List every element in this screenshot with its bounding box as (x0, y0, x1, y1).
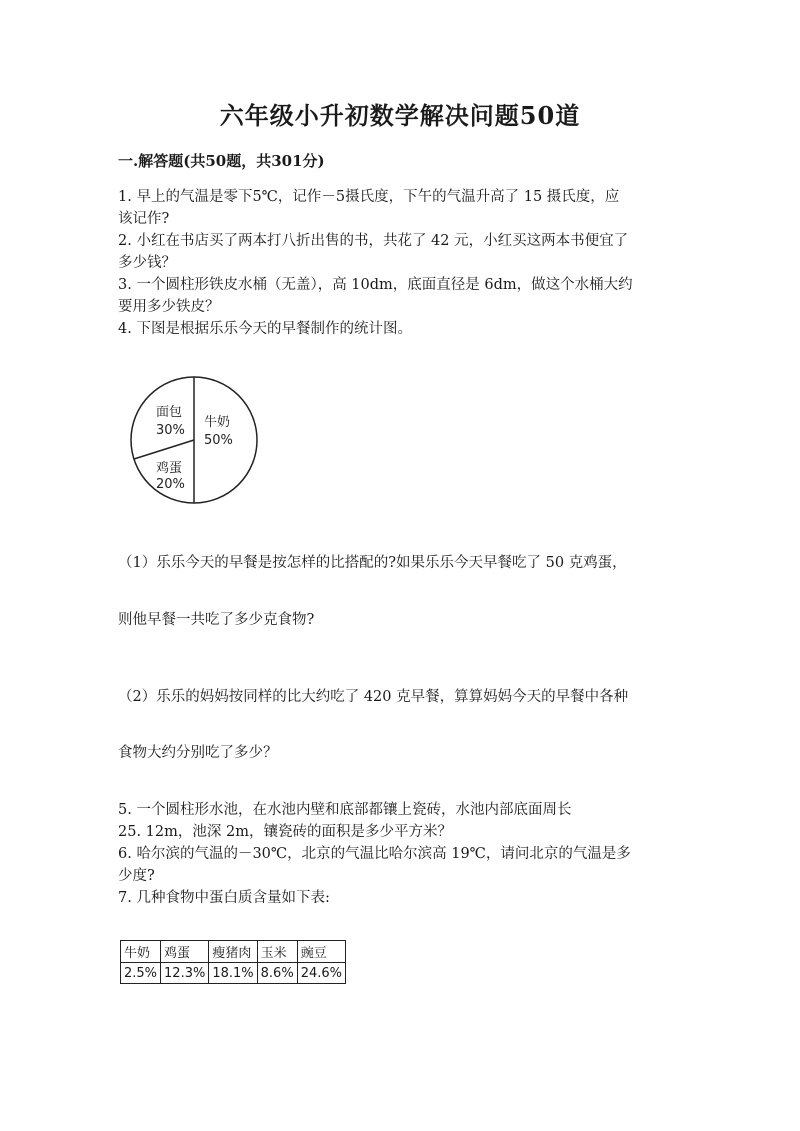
question-3-line-2: 要用多少铁皮？ (118, 299, 220, 315)
question-7-intro: 7. 几种食物中蛋白质含量如下表: (118, 890, 330, 906)
table-header-cell: 豌豆 (297, 941, 345, 963)
question-6-line-1: 6. 哈尔滨的气温的－30℃，北京的气温比哈尔滨高 19℃，请问北京的气温是多 (118, 846, 631, 862)
section-title: 一.解答题(共50题，共301分) (118, 152, 325, 170)
protein-table (120, 940, 346, 984)
question-4-part2-line-2: 食物大约分别吃了多少？ (118, 745, 278, 761)
question-2-line-1: 2. 小红在书店买了两本打八折出售的书，共花了 42 元，小红买这两本书便宜了 (118, 233, 629, 249)
question-4-part1-line-2: 则他早餐一共吃了多少克食物? (118, 612, 315, 628)
question-5-line-1: 5. 一个圆柱形水池，在水池内壁和底部都镶上瓷砖，水池内部底面周长 (118, 802, 572, 818)
breakfast-pie-chart (128, 374, 268, 506)
table-header-cell: 牛奶 (121, 941, 161, 963)
slice-bread-name: 面包 (156, 405, 183, 420)
question-1-line-2: 该记作? (118, 211, 170, 227)
table-header-cell: 玉米 (257, 941, 297, 963)
table-cell: 12.3% (161, 963, 209, 984)
question-6-line-2: 少度? (118, 868, 155, 884)
table-cell: 2.5% (121, 963, 161, 984)
question-5-line-2: 25. 12m，池深 2m，镶瓷砖的面积是多少平方米？ (118, 824, 452, 840)
slice-milk-name: 牛奶 (204, 415, 231, 430)
question-2-line-2: 多少钱？ (118, 255, 176, 271)
slice-egg-name: 鸡蛋 (156, 461, 183, 476)
slice-milk-pct: 50% (204, 433, 233, 448)
table-header-cell: 鸡蛋 (161, 941, 209, 963)
question-4-part2-line-1: （2）乐乐的妈妈按同样的比大约吃了 420 克早餐，算算妈妈今天的早餐中各种 (118, 689, 629, 705)
question-3-line-1: 3. 一个圆柱形铁皮水桶（无盖），高 10dm，底面直径是 6dm，做这个水桶大约 (118, 277, 633, 293)
page-title: 六年级小升初数学解决问题50道 (219, 101, 581, 130)
table-cell: 24.6% (297, 963, 345, 984)
question-4-part1-line-1: （1）乐乐今天的早餐是按怎样的比搭配的?如果乐乐今天早餐吃了 50 克鸡蛋， (118, 555, 627, 571)
question-4-intro: 4. 下图是根据乐乐今天的早餐制作的统计图。 (118, 321, 412, 337)
table-header-cell: 瘦猪肉 (209, 941, 257, 963)
question-1-line-1: 1. 早上的气温是零下5℃，记作－5摄氏度，下午的气温升高了 15 摄氏度，应 (118, 189, 620, 205)
table-cell: 18.1% (209, 963, 257, 984)
table-cell: 8.6% (257, 963, 297, 984)
table-header-row (121, 941, 346, 963)
table-row (121, 963, 346, 984)
slice-egg-pct: 20% (156, 477, 185, 492)
slice-bread-pct: 30% (156, 423, 185, 438)
